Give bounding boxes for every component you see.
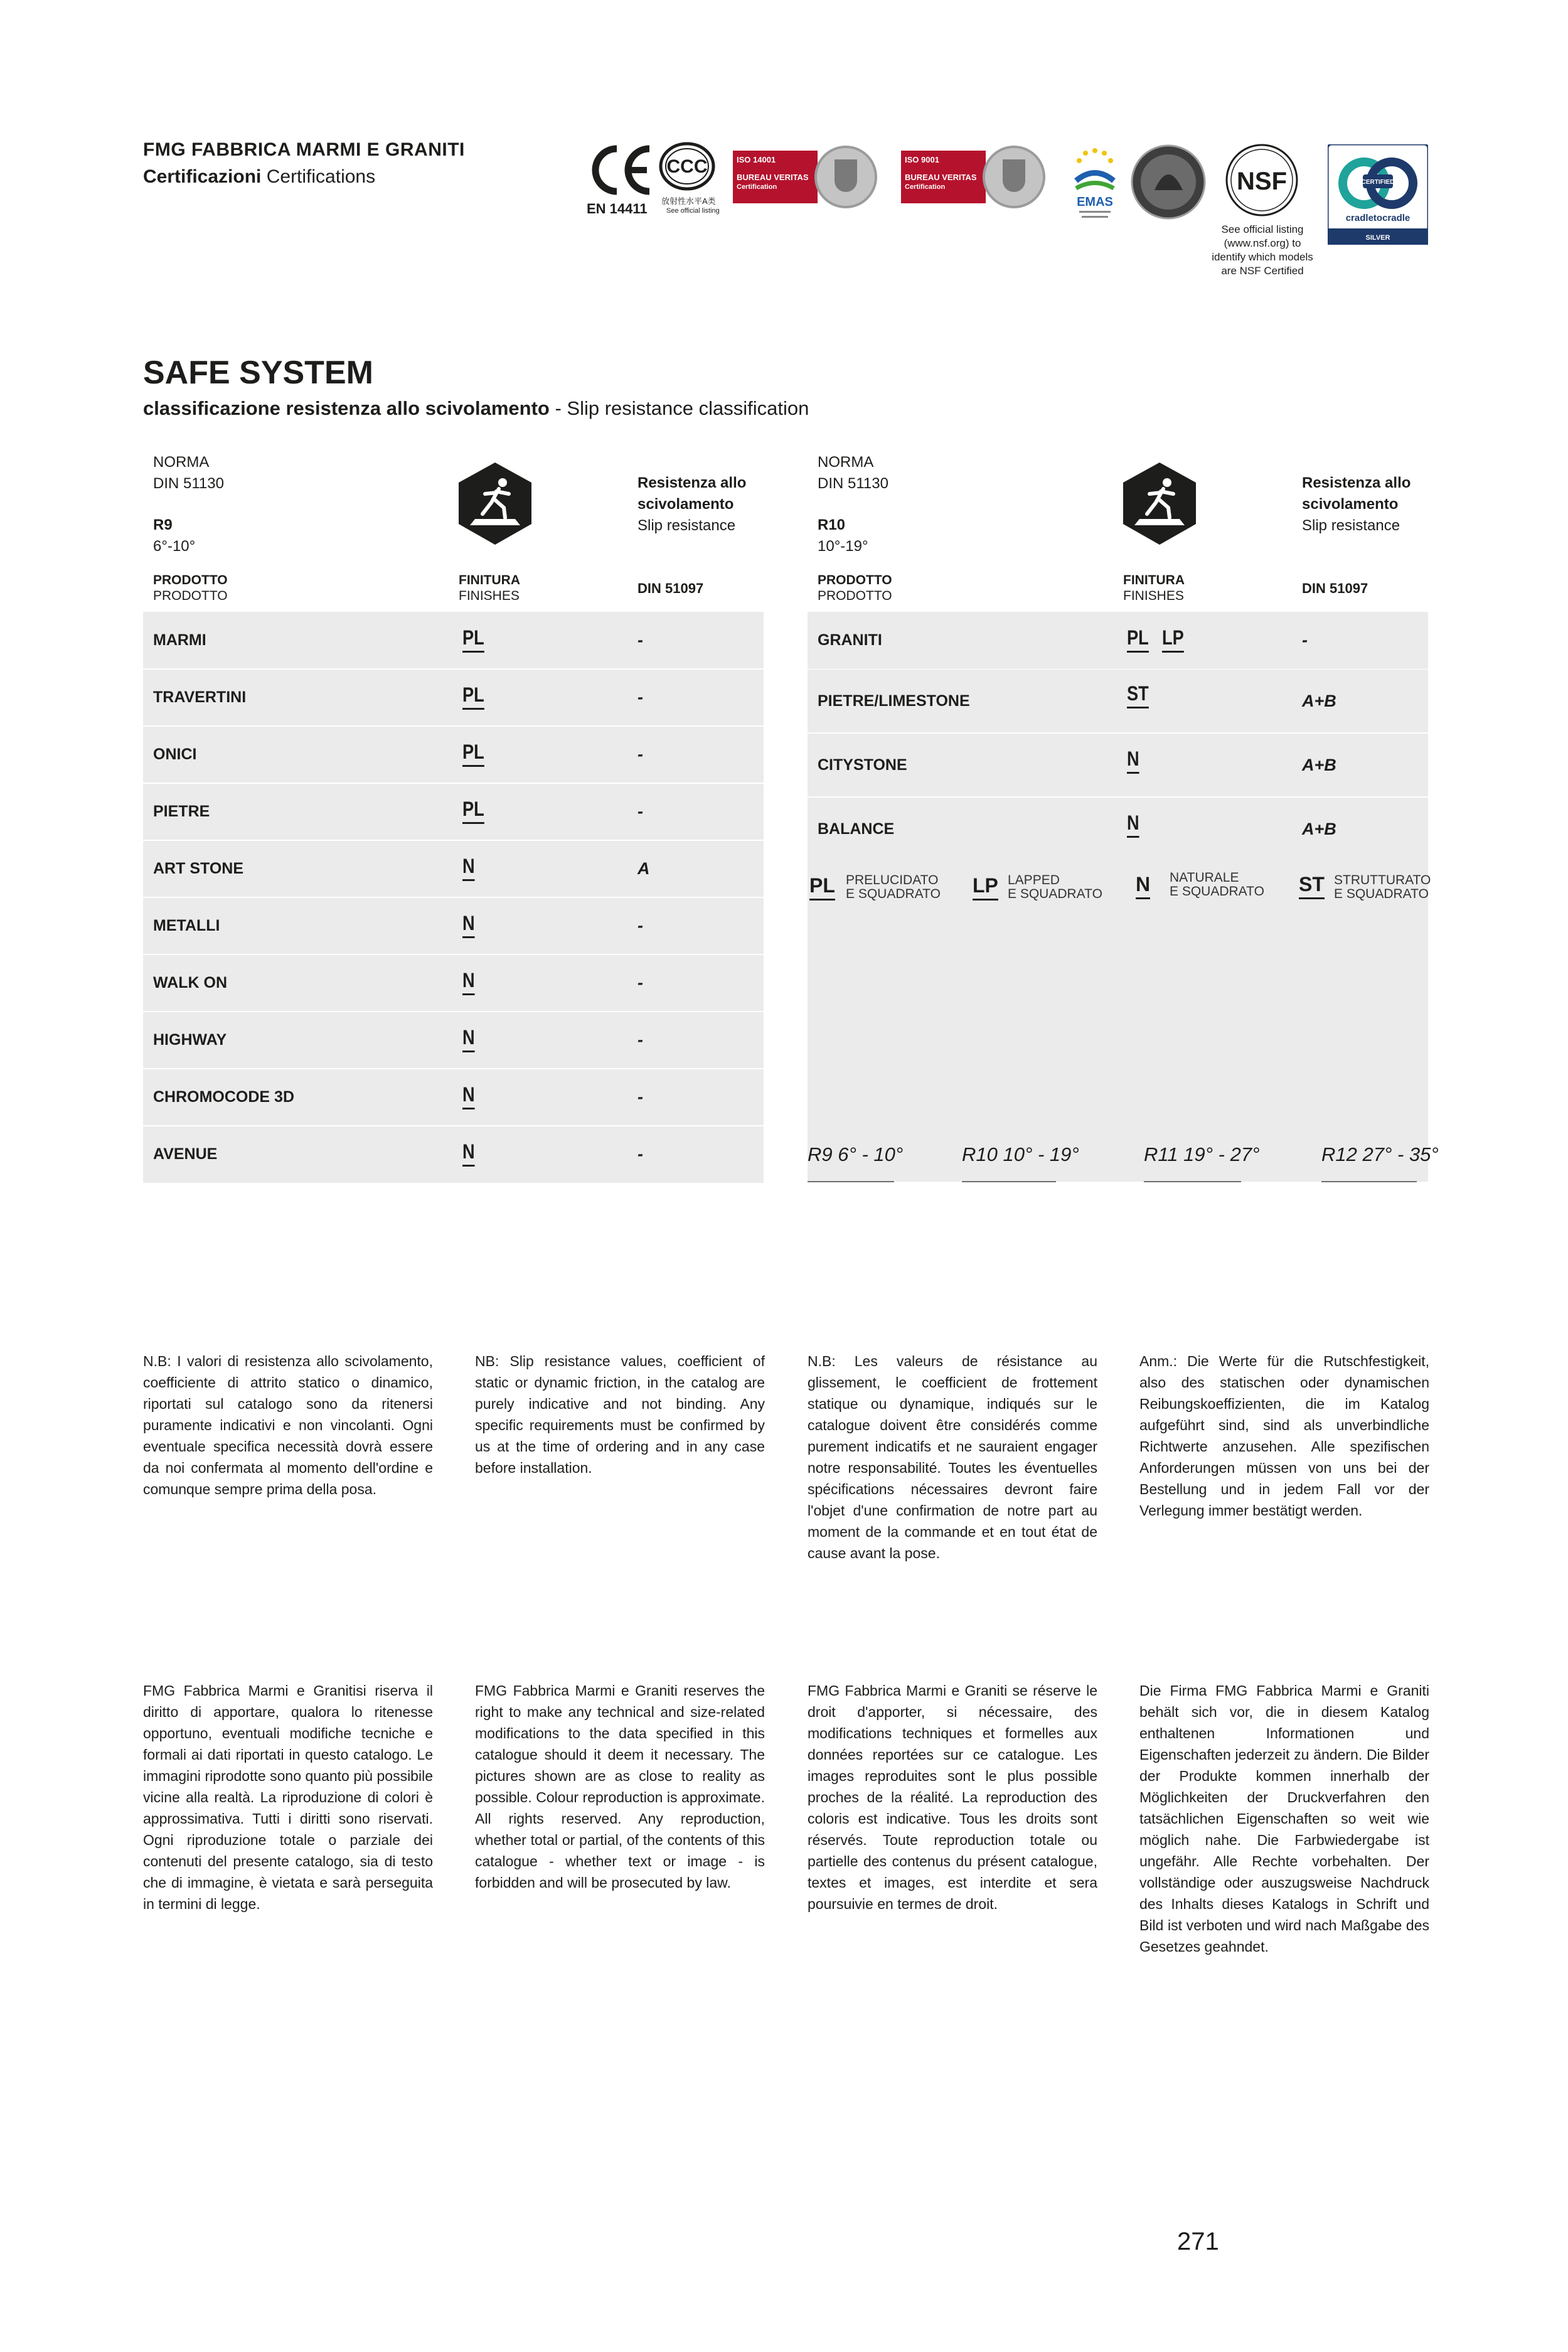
- right-col-finish: [1123, 572, 1185, 604]
- r-class-r12: R12 27° - 35°: [1321, 1143, 1439, 1165]
- left-col-din: DIN 51097: [637, 580, 704, 596]
- slip-person-icon: [457, 461, 533, 546]
- row-divider: [143, 668, 764, 670]
- rights-italian: FMG Fabbrica Marmi e Granitisi riserva il diritto di apportare, qualora lo ritenesse opportuno, eventuali modifiche tecniche e formali ai dati riportati in questo catalogo. Le immagini riprodotte sono quanto più possibile vicine alla realtà. La riproduzione di colori è approssimativa. Tutti i diritti sono riservati. Ogni riproduzione totale o parziale dei contenuti del presente catalogo, sia di testo che di immagine, è vietata e sarà perseguita in termini di legge.: [143, 1682, 433, 1912]
- finish-code: N: [462, 969, 475, 995]
- row-divider: [143, 840, 764, 841]
- product-name: BALANCE: [818, 820, 895, 838]
- table-row: [808, 670, 1428, 732]
- table-row: [143, 897, 764, 954]
- finish-code: N: [462, 855, 475, 881]
- finish-code: N: [462, 1083, 475, 1109]
- c2c-name-label: cradletocradle: [1345, 213, 1411, 223]
- left-col-product-it: PRODOTTO: [153, 573, 228, 587]
- right-resistance-heading: Resistenza allo scivolamento: [1302, 474, 1411, 513]
- legend-code: ST: [1299, 873, 1325, 899]
- left-col-finish-it: FINITURA: [459, 573, 520, 587]
- right-class-label: R10: [818, 516, 846, 533]
- row-divider: [143, 954, 764, 955]
- product-name: METALLI: [153, 917, 220, 934]
- finish-code: PL: [462, 740, 484, 767]
- product-name: ART STONE: [153, 860, 243, 877]
- legend-code: N: [1136, 873, 1150, 899]
- right-angle-label: 10°-19°: [818, 538, 868, 555]
- table-row: [808, 612, 1428, 669]
- row-divider: [143, 1068, 764, 1069]
- iso-9001-standard: ISO 9001: [905, 155, 939, 164]
- right-norma-label: NORMA: [818, 454, 874, 471]
- left-col-finish: [459, 572, 520, 604]
- section-heading-it: Certificazioni: [143, 166, 262, 187]
- product-name: AVENUE: [153, 1145, 218, 1163]
- emas-logo-icon: [1067, 143, 1123, 225]
- r-class-r10: R10 10° - 19°: [962, 1143, 1079, 1165]
- left-col-finish-en: FINISHES: [459, 589, 520, 603]
- din-value: -: [637, 802, 643, 821]
- left-norma-label: NORMA: [153, 454, 210, 471]
- finish-code: PL: [462, 683, 484, 710]
- right-col-product-it: PRODOTTO: [818, 573, 892, 587]
- left-col-product: [153, 572, 228, 604]
- legend-panel: [808, 860, 1428, 1182]
- section-heading: [143, 166, 375, 188]
- legend-line: PRELUCIDATO: [846, 873, 939, 887]
- right-col-finish-en: FINISHES: [1123, 589, 1184, 603]
- right-resistance-en: Slip resistance: [1302, 517, 1400, 534]
- row-divider: [143, 783, 764, 784]
- din-value: A: [637, 859, 650, 878]
- legend-text: [1334, 874, 1431, 901]
- company-name: FMG FABBRICA MARMI E GRANITI: [143, 139, 465, 160]
- iso-9001-certification: Certification: [905, 183, 946, 191]
- note-english: NB: Slip resistance values, coefficient of static or dynamic friction, in the catalog are purely indicative and not binding. Any specific requirements must be confirmed by us at the time of ordering and in any case before installation.: [475, 1353, 765, 1476]
- rights-german: Die Firma FMG Fabbrica Marmi e Graniti behält sich vor, die in diesem Katalog enthaltenen Informationen und Eigenschaften jederzeit zu ändern. Die Bilder der Produkte kommen innerhalb der Möglichkeiten der Druckverfahren den tatsächlichen Eigenschaften so weit wie möglich nahe. Die Farbwiedergabe ist ungefähr. Alle Rechte vorbehalten. Der vollständige oder auszugsweise Nachdruck des Inhalts dieses Katalogs in Schrift und Bild ist verboten und wird nach Maßgabe des Gesetzes geahndet.: [1139, 1682, 1429, 1955]
- left-din-label: DIN 51130: [153, 475, 224, 492]
- legend-line: E SQUADRATO: [1334, 887, 1429, 901]
- din-value: -: [637, 973, 643, 992]
- finish-code: LP: [1162, 626, 1184, 653]
- row-divider: [143, 725, 764, 727]
- iso-9001-issuer: BUREAU VERITAS: [905, 172, 977, 182]
- bureau-veritas-seal-icon: [814, 146, 877, 208]
- slip-person-icon: [1122, 461, 1197, 546]
- product-name: ONICI: [153, 746, 197, 763]
- din-value: -: [637, 745, 643, 764]
- product-name: WALK ON: [153, 974, 228, 992]
- r-class-r9: R9 6° - 10°: [808, 1143, 904, 1165]
- ccc-caption: 放射性水平A类: [661, 196, 716, 206]
- finish-code: PL: [462, 798, 484, 824]
- product-name: TRAVERTINI: [153, 688, 247, 706]
- right-col-finish-it: FINITURA: [1123, 573, 1185, 587]
- table-row: [143, 783, 764, 840]
- din-value: -: [637, 631, 643, 649]
- page-number: 271: [1177, 2228, 1219, 2255]
- row-divider: [143, 1011, 764, 1012]
- left-class-label: R9: [153, 516, 173, 533]
- ce-mark-icon: [587, 141, 656, 199]
- iso-14001-issuer: BUREAU VERITAS: [737, 172, 809, 182]
- din-value: -: [637, 1145, 643, 1163]
- r-class-underline: [1321, 1181, 1417, 1182]
- c2c-level-label: SILVER: [1365, 234, 1390, 242]
- product-name: PIETRE/LIMESTONE: [818, 692, 970, 710]
- left-angle-label: 6°-10°: [153, 538, 196, 555]
- table-row: [143, 1069, 764, 1126]
- din-value: -: [637, 688, 643, 707]
- legend-line: E SQUADRATO: [1008, 887, 1102, 901]
- legend-text: [846, 874, 941, 901]
- finish-code: N: [1127, 811, 1139, 838]
- legend-line: LAPPED: [1008, 873, 1060, 887]
- legend-line: E SQUADRATO: [1170, 884, 1264, 899]
- svg-text:CCC: CCC: [666, 156, 708, 177]
- r-class-r11: R11 19° - 27°: [1144, 1143, 1260, 1165]
- table-row: [143, 726, 764, 783]
- table-row: [143, 840, 764, 897]
- iso-14001-standard: ISO 14001: [737, 155, 776, 164]
- finish-code: PL: [1127, 626, 1149, 653]
- iso-14001-certification: Certification: [737, 183, 777, 191]
- table-row: [143, 669, 764, 726]
- right-col-product-en: PRODOTTO: [818, 589, 892, 603]
- note-italian: N.B: I valori di resistenza allo scivolamento, coefficiente di attrito statico o dinamico, riportati sul catalogo sono da ritenersi puramente indicativi e non vincolanti. Ogni eventuale specifica necessità dovrà essere da noi confermata al momento dell'ordine e comunque sempre prima della posa.: [143, 1353, 433, 1497]
- left-col-product-en: PRODOTTO: [153, 589, 228, 603]
- finish-code: N: [462, 1140, 475, 1167]
- legend-line: NATURALE: [1170, 870, 1239, 885]
- din-value: -: [637, 1088, 643, 1106]
- left-resistance-en: Slip resistance: [637, 517, 736, 534]
- ccc-caption-listing: See official listing: [666, 207, 720, 215]
- iso-14001-label-box: [733, 151, 818, 203]
- product-name: HIGHWAY: [153, 1031, 227, 1049]
- product-name: CHROMOCODE 3D: [153, 1088, 295, 1106]
- emas-label: EMAS: [1077, 195, 1113, 209]
- rights-french: FMG Fabbrica Marmi e Graniti se réserve le droit d'apporter, si nécessaire, des modifications techniques et formelles aux données reportées sur ce catalogue. Les images reproduites sont le plus possible proches de la réalité. La reproduction des coloris est indicative. Tous les droits sont réservés. Toute reproduction totale ou partielle des contenus du présent catalogue, textes et images, est interdite et sera poursuivie en termes de droit.: [808, 1682, 1097, 1912]
- right-col-product: [818, 572, 892, 604]
- table-row: [808, 734, 1428, 796]
- nsf-label: NSF: [1237, 168, 1287, 195]
- note-german: Anm.: Die Werte für die Rutschfestigkeit, also des statischen oder dynamischen Reibungskoeffizienten, die im Katalog aufgeführt sind, sind als unverbindliche Richtwerte anzusehen. Alle spezifischen Anforderungen müssen von uns bei der Bestellung und in jedem Fall vor der Verlegung immer bestätigt werden.: [1139, 1353, 1429, 1519]
- legend-text: [1170, 871, 1264, 899]
- iso-14001-logo: [733, 146, 880, 208]
- left-resistance-heading: Resistenza allo scivolamento: [637, 474, 747, 513]
- table-row: [143, 612, 764, 669]
- product-name: GRANITI: [818, 631, 882, 649]
- subtitle-english: - Slip resistance classification: [555, 397, 809, 419]
- page-subtitle: [143, 397, 809, 420]
- ce-standard-label: EN 14411: [587, 201, 648, 216]
- rights-english: FMG Fabbrica Marmi e Graniti reserves the right to make any technical and size-related modifications to the data specified in this catalogue should it deem it necessary. The pictures shown are as close to reality as possible. Colour reproduction is approximate. All rights reserved. Any reproduction, whether total or partial, of the contents of this catalogue - whether text or image - is forbidden and will be prosecuted by law.: [475, 1682, 765, 1891]
- table-row: [143, 954, 764, 1012]
- din-value: -: [1302, 631, 1308, 649]
- legend-line: E SQUADRATO: [846, 887, 941, 901]
- nsf-logo-icon: [1225, 143, 1299, 217]
- din-value: A+B: [1302, 756, 1336, 774]
- nsf-caption: See official listing (www.nsf.org) to identify which models are NSF Certified: [1212, 223, 1313, 277]
- r-class-underline: [962, 1181, 1056, 1182]
- iso-9001-logo: [901, 146, 1048, 208]
- right-col-din: DIN 51097: [1302, 580, 1368, 596]
- ecolabel-seal-icon: [1129, 143, 1208, 222]
- c2c-certified-label: CERTIFIED: [1361, 179, 1395, 186]
- table-row: [808, 798, 1428, 860]
- right-din-label: DIN 51130: [818, 475, 888, 492]
- r-class-underline: [1144, 1181, 1241, 1182]
- row-divider: [143, 1125, 764, 1126]
- legend-text: [1008, 874, 1102, 901]
- legend-code: PL: [809, 874, 835, 901]
- finish-legend: [808, 869, 1431, 907]
- product-name: MARMI: [153, 631, 206, 649]
- finish-code: PL: [462, 626, 484, 653]
- finish-code: N: [462, 1026, 475, 1052]
- din-value: A+B: [1302, 692, 1336, 710]
- row-divider: [143, 897, 764, 898]
- bureau-veritas-seal-icon: [983, 146, 1045, 208]
- table-row: [143, 1126, 764, 1183]
- table-row: [143, 1012, 764, 1069]
- din-value: A+B: [1302, 820, 1336, 838]
- product-name: CITYSTONE: [818, 756, 907, 774]
- finish-code: N: [462, 912, 475, 938]
- legend-line: STRUTTURATO: [1334, 873, 1431, 887]
- din-value: -: [637, 916, 643, 935]
- note-french: N.B: Les valeurs de résistance au glissement, le coefficient de frottement statique ou dynamique, indiqués sur le catalogue doivent être considérés comme purement indicatifs et ne sauraient engager notre responsabilité. Toutes les éventuelles spécifications nécessaires devront faire l'objet d'une confirmation de notre part au moment de la commande et en tout état de cause avant la pose.: [808, 1353, 1097, 1561]
- subtitle-italian: classificazione resistenza allo scivolamento: [143, 397, 550, 419]
- legend-code: LP: [973, 874, 998, 901]
- section-heading-en: Certifications: [266, 166, 376, 187]
- page-title: SAFE SYSTEM: [143, 355, 373, 391]
- finish-code: N: [1127, 747, 1139, 774]
- din-value: -: [637, 1030, 643, 1049]
- product-name: PIETRE: [153, 803, 210, 820]
- finish-code: ST: [1127, 682, 1149, 708]
- cradle-to-cradle-logo-icon: [1328, 144, 1428, 245]
- iso-9001-label-box: [901, 151, 986, 203]
- r-class-underline: [808, 1181, 894, 1182]
